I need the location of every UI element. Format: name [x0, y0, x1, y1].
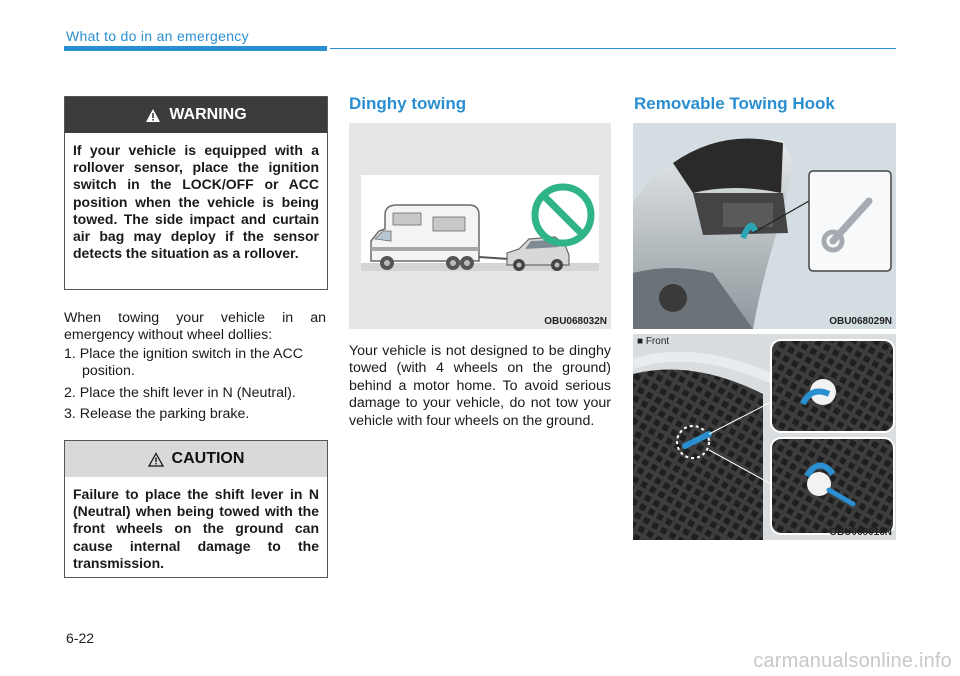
warning-title: WARNING	[169, 106, 247, 123]
caution-box	[64, 440, 328, 578]
hook-figure2-code: OBU068016N	[829, 527, 892, 538]
hook-figure-trunk	[633, 123, 896, 329]
front-hook-illustration	[633, 334, 896, 540]
towing-steps	[64, 346, 326, 424]
hook-figure-front	[633, 334, 896, 540]
step-2: 2. Place the shift lever in N (Neutral).	[64, 384, 296, 401]
header-rule-thick	[64, 46, 327, 51]
step-1: 1. Place the ignition switch in the ACC position.	[64, 346, 303, 380]
step-3: 3. Release the parking brake.	[64, 406, 250, 423]
motorhome-towing-illustration	[349, 123, 611, 329]
caution-header	[65, 441, 327, 477]
caution-title: CAUTION	[171, 450, 245, 467]
hook-figure1-code: OBU068029N	[829, 316, 892, 327]
watermark: carmanualsonline.info	[753, 650, 952, 672]
header-rule-thin	[330, 48, 896, 49]
towing-intro: When towing your vehicle in an emergency without wheel dollies:	[64, 310, 326, 344]
front-label: ■ Front	[637, 336, 670, 347]
page-number: 6-22	[66, 630, 95, 646]
dinghy-title: Dinghy towing	[349, 94, 467, 113]
dinghy-text: Your vehicle is not designed to be dinghy towed (with 4 wheels on the ground) behind a motor home. To avoid serious damage to your vehicle, do not tow your vehicle with four wheels on the ground.	[349, 343, 611, 429]
warning-header	[65, 97, 327, 133]
dinghy-figure-code: OBU068032N	[544, 316, 607, 327]
caution-triangle-icon	[148, 452, 164, 467]
open-trunk-illustration	[633, 123, 896, 329]
dinghy-figure	[349, 123, 611, 329]
motorhome-icon	[371, 205, 479, 270]
warning-triangle-icon	[145, 108, 161, 123]
warning-text: If your vehicle is equipped with a rollover sensor, place the ignition switch in the LOCK/OFF or ACC position when the vehicle is being towed. The side impact and curtain air bag may deploy if the sensor detects the situation as a rollover.	[73, 142, 319, 262]
section-title: What to do in an emergency	[66, 28, 249, 44]
warning-box	[64, 96, 328, 290]
caution-text: Failure to place the shift lever in N (Neutral) when being towed with the front wheels on the ground can cause internal damage to the transmission.	[73, 486, 319, 571]
hook-title: Removable Towing Hook	[634, 94, 835, 113]
